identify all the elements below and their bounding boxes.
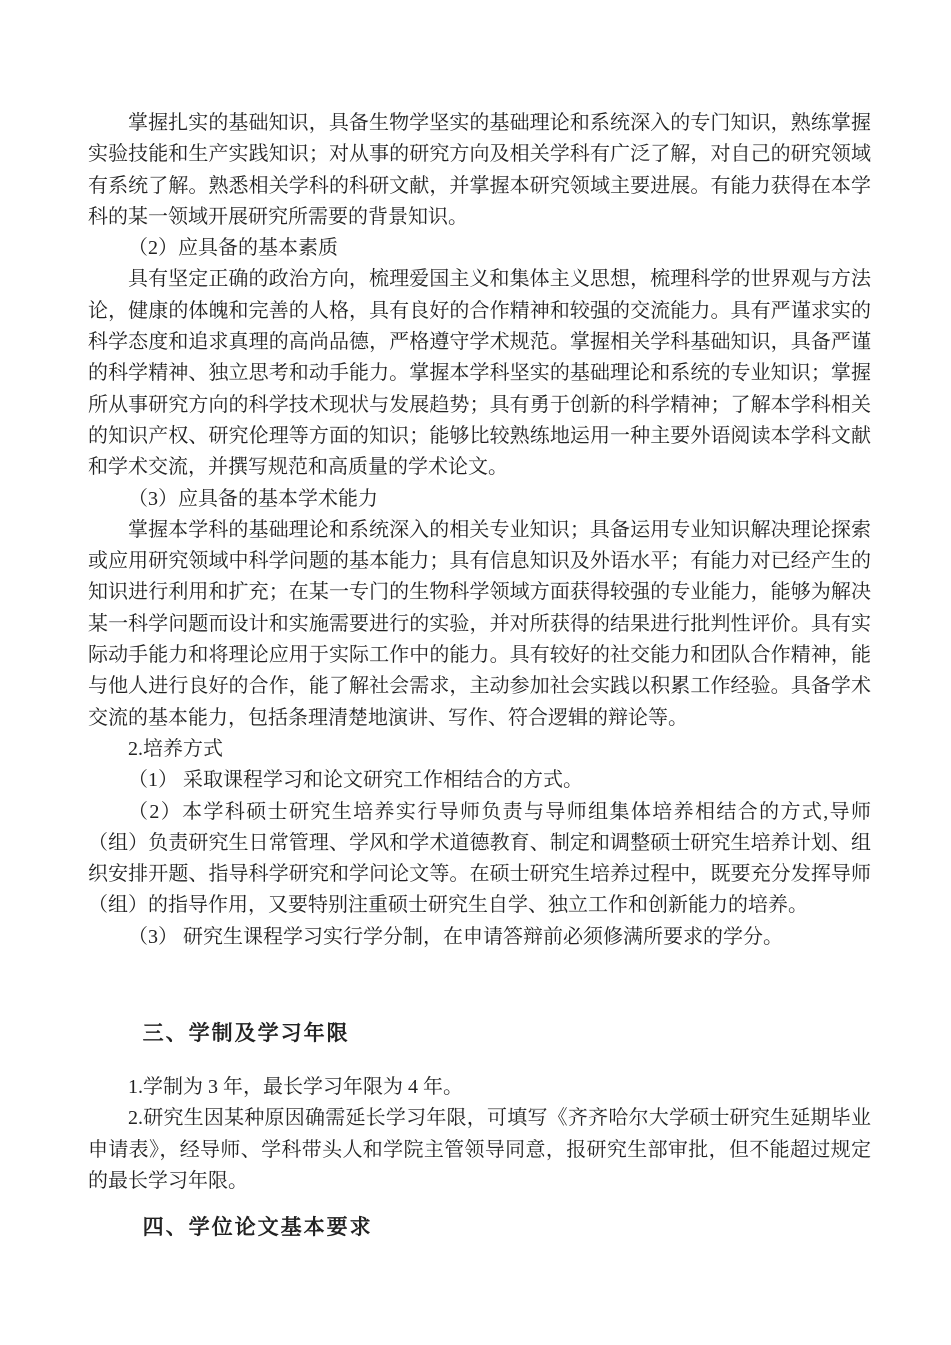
list-item-duration-1: 1.学制为 3 年，最长学习年限为 4 年。 [128,1076,463,1099]
list-item-training-mode-3: （3） 研究生课程学习实行学分制，在申请答辩前必须修满所要求的学分。 [128,925,783,948]
list-item-training-mode-1: （1） 采取课程学习和论文研究工作相结合的方式。 [128,769,583,792]
paragraph-training-mode-2: （2）本学科硕士研究生培养实行导师负责与导师组集体培养相结合的方式,导师（组）负责研究生日常管理、学风和学术道德教育、制定和调整硕士研究生培养计划、组织安排开题、指导科学研究和学问论文等。在硕士研究生培养过程中，既要充分发挥导师（组）的指导作用，又要特别注重硕士研究生自学、独立工作和创新能力的培养。 [88,800,871,917]
paragraph-duration-2: 2.研究生因某种原因确需延长学习年限，可填写《齐齐哈尔大学硕士研究生延期毕业申请表》，经导师、学科带头人和学院主管领导同意，报研究生部审批，但不能超过规定的最长学习年限。 [88,1107,871,1192]
section-heading-thesis-requirements: 四、学位论文基本要求 [142,1215,373,1240]
paragraph-basic-qualities: 具有坚定正确的政治方向，梳理爱国主义和集体主义思想，梳理科学的世界观与方法论，健康的体魄和完善的人格，具有良好的合作精神和较强的交流能力。具有严谨求实的科学态度和追求真理的高尚品德，严格遵守学术规范。掌握相关学科基础知识，具备严谨的科学精神、独立思考和动手能力。掌握本学科坚实的基础理论和系统的专业知识；掌握所从事研究方向的科学技术现状与发展趋势；具有勇于创新的科学精神；了解本学科相关的知识产权、研究伦理等方面的知识；能够比较熟练地运用一种主要外语阅读本学科文献和学术交流，并撰写规范和高质量的学术论文。 [88,268,871,479]
sub-heading-basic-qualities: （2）应具备的基本素质 [128,237,338,260]
paragraph-basic-knowledge: 掌握扎实的基础知识，具备生物学坚实的基础理论和系统深入的专门知识，熟练掌握实验技能和生产实践知识；对从事的研究方向及相关学科有广泛了解，对自己的研究领域有系统了解。熟悉相关学科的科研文献，并掌握本研究领域主要进展。有能力获得在本学科的某一领域开展研究所需要的背景知识。 [88,112,871,228]
section-heading-study-duration: 三、学制及学习年限 [142,1021,350,1046]
paragraph-academic-ability: 掌握本学科的基础理论和系统深入的相关专业知识；具备运用专业知识解决理论探索或应用研究领域中科学问题的基本能力；具有信息知识及外语水平；有能力对已经产生的知识进行利用和扩充；在某一专门的生物科学领域方面获得较强的专业能力，能够为解决某一科学问题而设计和实施需要进行的实验，并对所获得的结果进行批判性评价。具有实际动手能力和将理论应用于实际工作中的能力。具有较好的社交能力和团队合作精神，能与他人进行良好的合作，能了解社会需求，主动参加社会实践以积累工作经验。具备学术交流的基本能力，包括条理清楚地演讲、写作、符合逻辑的辩论等。 [88,518,871,729]
sub-heading-training-mode: 2.培养方式 [128,737,223,760]
sub-heading-academic-ability: （3）应具备的基本学术能力 [128,487,378,510]
